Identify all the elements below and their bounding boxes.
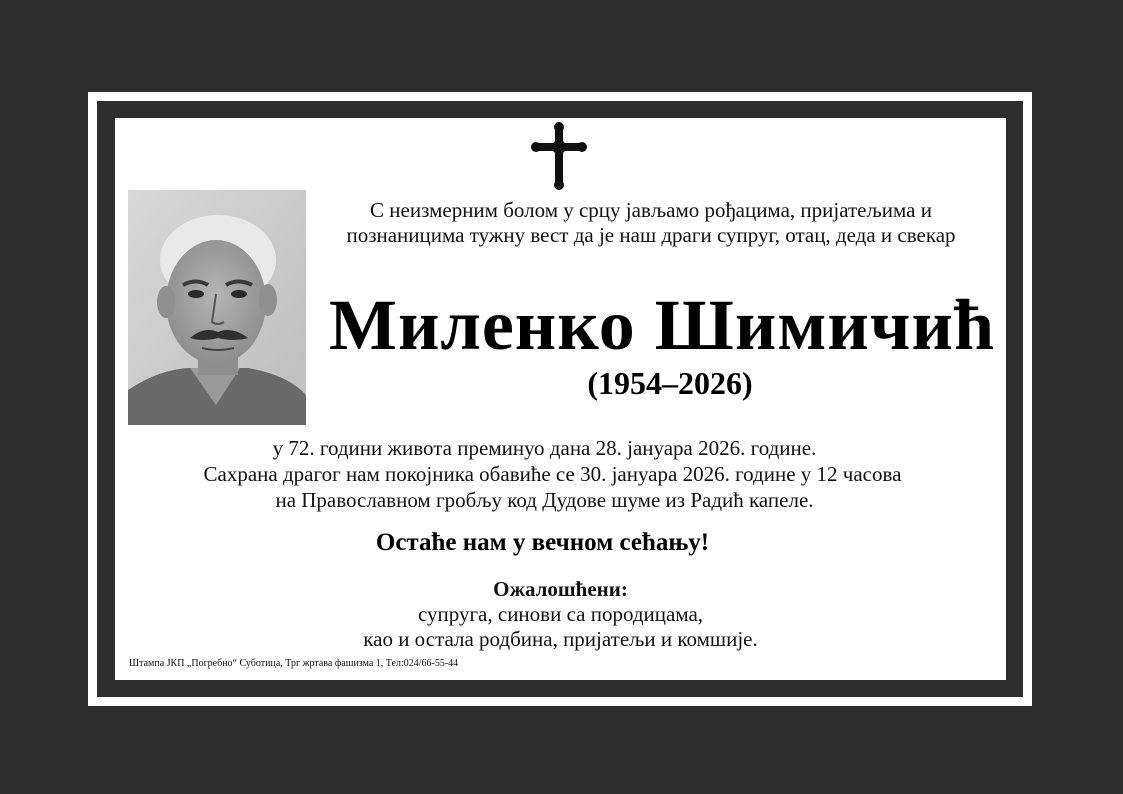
- announcement-line-1: С неизмерним болом у срцу јављамо рођацима, пријатељима и: [370, 198, 932, 222]
- funeral-details: [115, 435, 1006, 513]
- printer-credit: Штампа ЈКП „Погребно“ Суботица, Трг жртава фашизма 1, Тел:024/66-55-44: [129, 658, 459, 669]
- mourners-line-2: као и остала родбина, пријатељи и комшије.: [363, 627, 758, 651]
- mourners-line-1: супруга, синови са породицама,: [417, 602, 704, 626]
- announcement-line-2: познаницима тужну вест да је наш драги супруг, отац, деда и свекар: [346, 223, 956, 247]
- death-date-line: у 72. години живота преминуо дана 28. јануара 2026. године.: [272, 436, 817, 460]
- mourners-title: Ожалошћени:: [493, 577, 628, 601]
- deceased-name: Миленко Шимичић: [328, 285, 996, 365]
- mourners-block: [115, 577, 1006, 652]
- funeral-time-line: Сахрана драгог нам покојника обавиће се 30. јануара 2026. године у 12 часова: [203, 462, 902, 486]
- portrait-image: [128, 190, 306, 425]
- obituary-card: [115, 118, 1006, 680]
- cross-icon: [531, 121, 587, 191]
- funeral-place-line: на Православном гробљу код Дудове шуме из Радић капеле.: [275, 488, 814, 512]
- life-years: (1954–2026): [587, 365, 753, 401]
- portrait-photo: [128, 190, 306, 425]
- memorial-motto: Остаће нам у вечном сећању!: [375, 529, 710, 556]
- announcement-text: [315, 198, 987, 248]
